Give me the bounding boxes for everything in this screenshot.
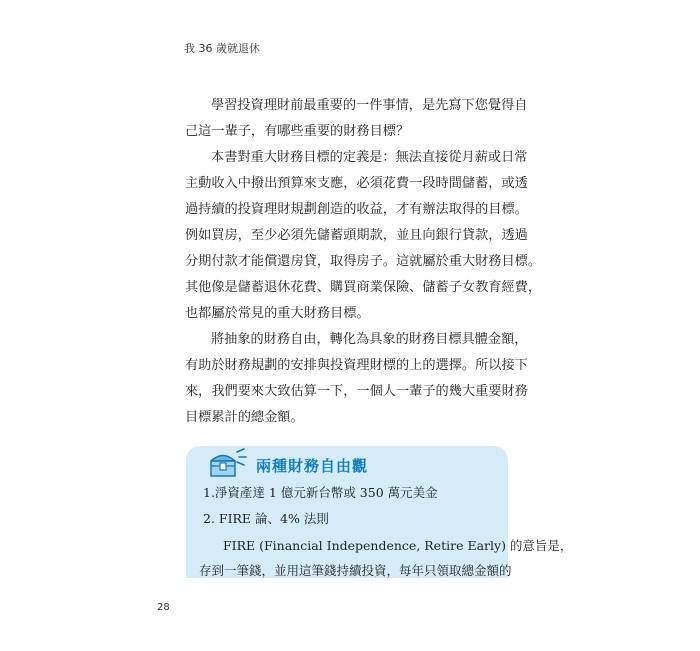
sidebar-box	[186, 446, 573, 578]
paragraph-line: 分期付款才能償還房貸，取得房子。這就屬於重大財務目標。	[185, 254, 542, 269]
paragraph-line: 己這一輩子，有哪些重要的財務目標？	[185, 124, 410, 139]
paragraph-line: 將抽象的財務自由，轉化為具象的財務目標具體金額，	[211, 332, 528, 347]
page-number: 28	[157, 602, 170, 613]
paragraph-line: 存到一筆錢，並用這筆錢持續投資，每年只領取總金額的	[199, 563, 512, 578]
paragraph-line: 本書對重大財務目標的定義是：無法直接從月薪或日常	[211, 150, 528, 165]
paragraph-line: 也都屬於常見的重大財務目標。	[185, 306, 370, 321]
body-text	[185, 93, 542, 431]
paragraph-line: FIRE (Financial Independence, Retire Early) 的意旨是，	[223, 538, 573, 553]
box-title: 兩種財務自由觀	[256, 457, 369, 475]
paragraph-line: 目標累計的總金額。	[185, 410, 304, 425]
paragraph-line: 學習投資理財前最重要的一件事情，是先寫下您覺得自	[211, 98, 528, 113]
paragraph-line: 來，我們要來大致估算一下，一個人一輩子的幾大重要財務	[185, 384, 528, 399]
paragraph-line: 有助於財務規劃的安排與投資理財標的上的選擇。所以接下	[185, 358, 528, 373]
paragraph-line: 主動收入中撥出預算來支應，必須花費一段時間儲蓄，或透	[185, 176, 528, 191]
list-item: 1.淨資產達 1 億元新台幣或 350 萬元美金	[203, 485, 438, 500]
treasure-chest-icon	[208, 448, 248, 480]
list-item: 2. FIRE 論、4% 法則	[203, 511, 329, 526]
running-header: 我 36 歲就退休	[184, 42, 260, 55]
paragraph-line: 過持續的投資理財規劃創造的收益，才有辦法取得的目標。	[185, 202, 528, 217]
paragraph-line: 例如買房，至少必須先儲蓄頭期款，並且向銀行貸款，透過	[185, 228, 528, 243]
paragraph-line: 其他像是儲蓄退休花費、購買商業保險、儲蓄子女教育經費，	[185, 280, 542, 295]
